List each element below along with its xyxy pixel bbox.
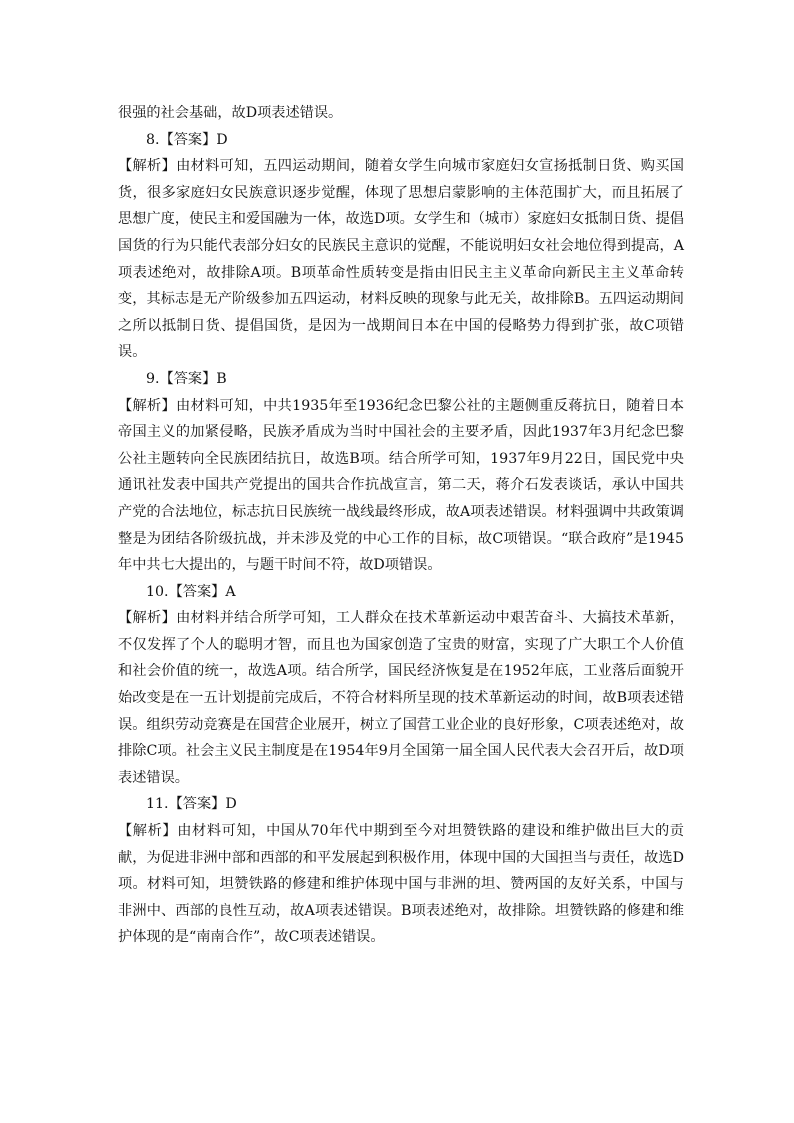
explanation-11: 【解析】由材料可知，中国从70年代中期到至今对坦赞铁路的建设和维护做出巨大的贡献，为促进非洲中部和西部的和平发展起到积极作用，体现中国的大国担当与责任，故选D项。材料可知，坦赞铁路的修建和维护体现中国与非洲的坦、赞两国的友好关系，中国与非洲中、西部的良性互动，故A项表述错误。B项表述绝对，故排除。坦赞铁路的修建和维护体现的是“南南合作”，故C项表述错误。 xyxy=(118,823,684,946)
answer-9: 9.【答案】B xyxy=(146,370,227,387)
intro-text: 很强的社会基础，故D项表述错误。 xyxy=(118,105,343,121)
answer-10: 10.【答案】A xyxy=(146,583,236,600)
explanation-8: 【解析】由材料可知，五四运动期间，随着女学生向城市家庭妇女宣扬抵制日货、购买国货，很多家庭妇女民族意识逐步觉醒，体现了思想启蒙影响的主体范围扩大，而且拓展了思想广度，使民主和爱国融为一体，故选D项。女学生和（城市）家庭妇女抵制日货、提倡国货的行为只能代表部分妇女的民族民主意识的觉醒，不能说明妇女社会地位得到提高，A项表述绝对，故排除A项。B项革命性质转变是指由旧民主主义革命向新民主主义革命转变，其标志是无产阶级参加五四运动，材料反映的现象与此无关，故排除B。五四运动期间之所以抵制日货、提倡国货，是因为一战期间日本在中国的侵略势力得到扩张，故C项错误。 xyxy=(118,158,684,361)
answer-8: 8.【答案】D xyxy=(146,131,228,148)
explanation-9: 【解析】由材料可知，中共1935年至1936纪念巴黎公社的主题侧重反蒋抗日，随着日本帝国主义的加紧侵略，民族矛盾成为当时中国社会的主要矛盾，因此1937年3月纪念巴黎公社主题转向全民族团结抗日，故选B项。结合所学可知，1937年9月22日，国民党中央通讯社发表中国共产党提出的国共合作抗战宣言，第二天，蒋介石发表谈话，承认中国共产党的合法地位，标志抗日民族统一战线最终形成，故A项表述错误。材料强调中共政策调整是为团结各阶级抗战，并未涉及党的中心工作的目标，故C项错误。“联合政府”是1945年中共七大提出的，与题干时间不符，故D项错误。 xyxy=(118,397,684,574)
explanation-10: 【解析】由材料并结合所学可知，工人群众在技术革新运动中艰苦奋斗、大搞技术革新，不仅发挥了个人的聪明才智，而且也为国家创造了宝贵的财富，实现了广大职工个人价值和社会价值的统一，故选A项。结合所学，国民经济恢复是在1952年底，工业落后面貌开始改变是在一五计划提前完成后，不符合材料所呈现的技术革新运动的时间，故B项表述错误。组织劳动竞赛是在国营企业展开，树立了国营工业企业的良好形象，C项表述绝对，故排除C项。社会主义民主制度是在1954年9月全国第一届全国人民代表大会召开后，故D项表述错误。 xyxy=(118,610,684,786)
document-page xyxy=(118,100,684,951)
answer-11: 11.【答案】D xyxy=(146,796,237,813)
